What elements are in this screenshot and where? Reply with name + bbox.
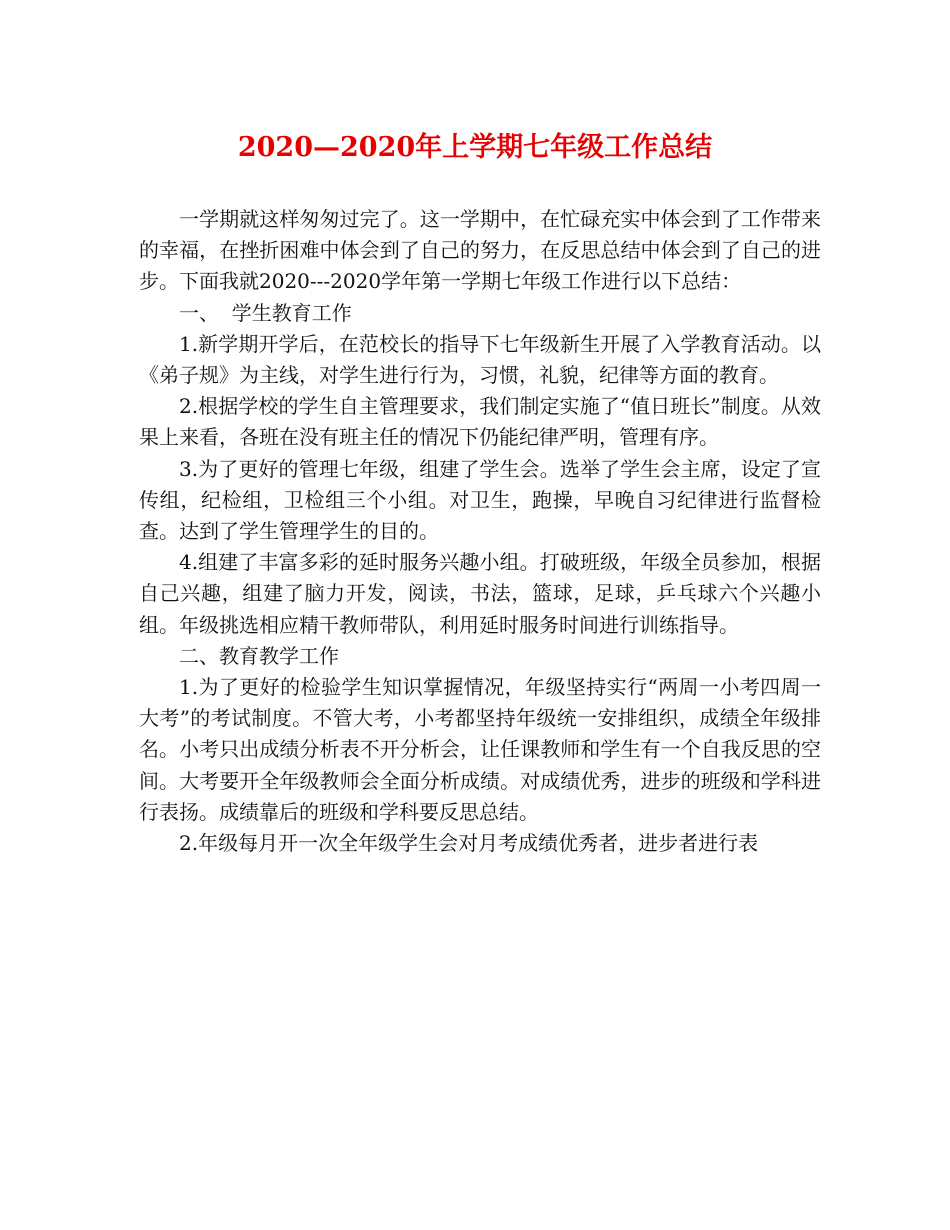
paragraph-item-2: 2.根据学校的学生自主管理要求，我们制定实施了“值日班长”制度。从效果上来看，各班在没有班主任的情况下仍能纪律严明，管理有序。 [139, 394, 821, 450]
document-title: 2020—2020年上学期七年级工作总结 [237, 132, 713, 163]
document-body [139, 204, 821, 859]
paragraph-item-1: 1.新学期开学后，在范校长的指导下七年级新生开展了入学教育活动。以《弟子规》为主线，对学生进行行为，习惯，礼貌，纪律等方面的教育。 [139, 331, 821, 388]
paragraph-item-4: 4.组建了丰富多彩的延时服务兴趣小组。打破班级，年级全员参加，根据自己兴趣，组建了脑力开发，阅读，书法，篮球，足球，乒乓球六个兴趣小组。年级挑选相应精干教师带队，利用延时服务时间进行训练指导。 [139, 550, 821, 637]
paragraph-teaching-item-1: 1.为了更好的检验学生知识掌握情况，年级坚持实行“两周一小考四周一大考”的考试制度。不管大考，小考都坚持年级统一安排组织，成绩全年级排名。小考只出成绩分析表不开分析会，让任课教师和学生有一个自我反思的空间。大考要开全年级教师会全面分析成绩。对成绩优秀，进步的班级和学科进行表扬。成绩靠后的班级和学科要反思总结。 [139, 675, 821, 824]
intro-paragraph: 一学期就这样匆匆过完了。这一学期中，在忙碌充实中体会到了工作带来的幸福，在挫折困难中体会到了自己的努力，在反思总结中体会到了自己的进步。下面我就2020---2020学年第一学期七年级工作进行以下总结： [139, 207, 821, 294]
paragraph-item-3: 3.为了更好的管理七年级，组建了学生会。选举了学生会主席，设定了宣传组，纪检组，卫检组三个小组。对卫生，跑操，早晚自习纪律进行监督检查。达到了学生管理学生的目的。 [139, 456, 821, 544]
section-heading-teaching: 二、教育教学工作 [179, 643, 339, 668]
section-heading-student-education: 一、 学生教育工作 [179, 300, 352, 325]
paragraph-teaching-item-2: 2.年级每月开一次全年级学生会对月考成绩优秀者，进步者进行表 [179, 831, 759, 856]
